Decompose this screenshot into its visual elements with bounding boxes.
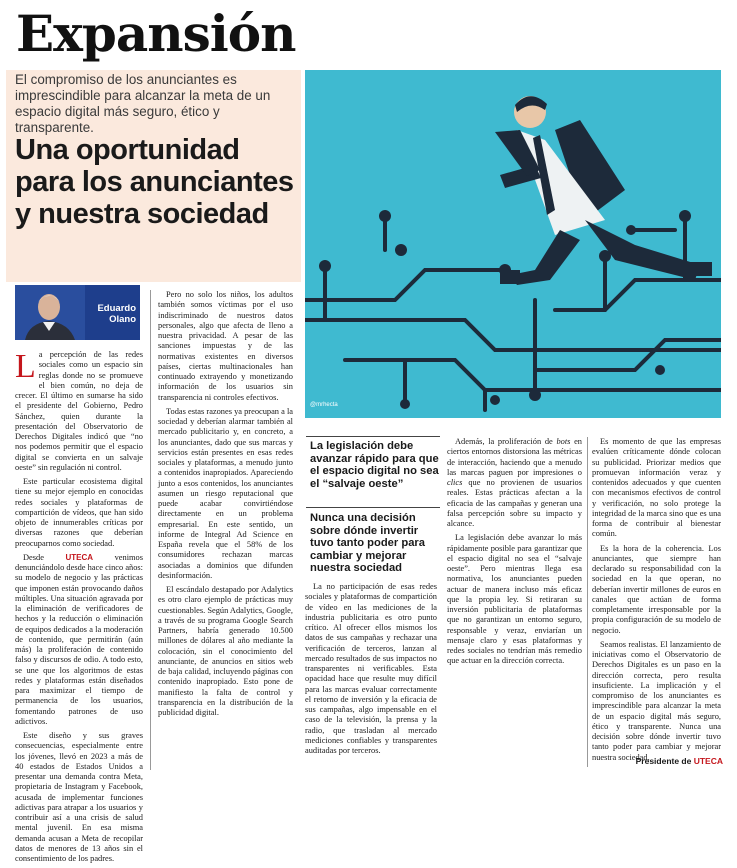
signature-role: Presidente de — [635, 756, 694, 766]
paragraph — [447, 437, 582, 529]
illustration-credit: @mrhecta — [310, 402, 338, 408]
author-box — [15, 285, 140, 340]
author-last-name: Olano — [109, 314, 136, 325]
paragraph-text: venimos denunciándolo desde hace cinco años: su modelo de negocio y las prácticas que imponen están provocando daños múltiples. Una situación agravada por la eliminación de verificadores de hechos y la reducción o eliminación de equipos dedicados a la moderación de contenido, que permitirán (aún más) la proliferación de contenido falso y discursos de odio. A todo esto, se une que los algoritmos de estas redes y plataformas están diseñados para maximizar el tiempo de permanencia de los usuarios, fomentando patrones de uso adictivos. — [15, 552, 143, 726]
masthead-logo: Expansión — [16, 4, 296, 63]
paragraph: Seamos realistas. El lanzamiento de iniciativas como el Observatorio de Derechos Digitales es un paso en la dirección correcta, pero resulta insuficiente. La implicación y el compromiso de los anunciantes es imprescindible para alcanzar la meta de un espacio digital más seguro, ético y transparente. Nunca una decisión sobre dónde invertir tuvo tanto poder para cambiar y mejorar nuestra sociedad. — [592, 639, 721, 762]
paragraph: Pero no solo los niños, los adultos también somos víctimas por el uso indiscriminado de nuestros datos personales, algo que afecta de lleno a nuestra privacidad. A pesar de las sanciones impuestas y de las normativas existentes en diversos países, ciertas multinacionales han continuado extrayendo y monetizando información de los usuarios sin transparencia ni controles efectivos. — [158, 290, 293, 402]
author-first-name: Eduardo — [97, 303, 136, 314]
circuit-man-illustration — [305, 70, 721, 418]
paragraph — [15, 350, 143, 473]
pull-quote-2: Nunca una decisión sobre dónde invertir tuvo tanto poder para cambiar y mejorar nuestra sociedad — [310, 512, 425, 574]
body-column-5 — [592, 437, 721, 767]
emphasis: bots — [556, 437, 571, 446]
paragraph-text: a percepción de las redes sociales como un espacio sin reglas donde no se promueve el bien común, no deja de crecer. El último en sumarse ha sido el presidente del Gobierno, Pedro Sánchez, quien durante la presentación del Observatorio de Derechos Digitales indicó que “no nos podemos permitir que el espacio digital se convierta en un salvaje oeste” sin regulación ni control. — [15, 350, 143, 472]
emphasis: clics — [447, 478, 463, 487]
paragraph: La no participación de esas redes sociales y plataformas de compartición de vídeo en las mediciones de la industria publicitaria es otro punto crítico. Al ofrecer ellos mismos los datos de sus campañas y rechazar una verificación de terceros, lanzan al mercado resultados de sus impactos no transparentes ni verificables. Esta opacidad hace que resulte muy difícil para las marcas evaluar correctamente el retorno de inversión y la eficacia de sus campañas, algo impensable en el caso de la televisión, la prensa y la radio, que trasladan al mercado mediciones confiables y transparentes auditadas por terceros. — [305, 582, 437, 755]
headline: Una oportunidad para los anunciantes y nuestra sociedad — [15, 134, 294, 230]
paragraph: Este diseño y sus graves consecuencias, especialmente entre los jóvenes, llevó en 2023 a más de 40 estados de Estados Unidos a presentar una demanda contra Meta, propietaria de Instagram y Facebook, acusada de implementar funciones adictivas para atrapar a los usuarios y contribuir así a una crisis de salud mental juvenil. En esa misma demanda acusan a Meta de recopilar datos de menores de 13 años sin el consentimiento de los padres. — [15, 731, 143, 863]
author-name — [76, 303, 136, 325]
illustration — [305, 70, 721, 418]
paragraph — [15, 553, 143, 727]
lead-text: El compromiso de los anunciantes es imprescindible para alcanzar la meta de un espacio digital más seguro, ético y transparente. — [15, 72, 271, 135]
author-signature — [636, 756, 723, 766]
signature-org: UTECA — [693, 756, 723, 766]
paragraph: Es momento de que las empresas evalúen críticamente dónde colocan su publicidad. Priorizar medios que promuevan información veraz y contenidos adecuados y que cuenten con mecanismos efectivos de control y verificación, no solo protege la integridad de la marca sino que es una forma de contribuir al bienestar común. — [592, 437, 721, 539]
paragraph-text: en ciertos entornos distorsiona las métricas de interacción, haciendo que a menudo las marcas paguen por impresiones o — [447, 437, 582, 477]
pull-quote-1: La legislación debe avanzar rápido para que el espacio digital no sea el “salvaje oeste” — [310, 440, 439, 490]
column-divider — [587, 437, 588, 767]
body-column-1 — [15, 350, 143, 868]
body-column-4 — [447, 437, 582, 671]
paragraph: Todas estas razones ya preocupan a la sociedad y deberían alarmar también al mercado publicitario y, en concreto, a los anunciantes, dado que sus marcas y servicios están presentes en esas redes sociales y plataformas, a menudo junto a contenidos inapropiados. Apareciendo junto a esos contenidos, los anunciantes asumen un riesgo reputacional que puede acabar convirtiéndose directamente en un problema empresarial. En este sentido, un informe de Integral Ad Science en España revela que el 58% de los consumidores rechazan marcas asociadas a dominios que difunden desinformación. — [158, 406, 293, 580]
paragraph-text: que no provienen de usuarios reales. Estas prácticas afectan a la eficacia de las campañas y generan una falsa percepción sobre su impacto y alcance. — [447, 478, 582, 528]
column-divider — [150, 290, 151, 770]
author-photo — [15, 285, 85, 340]
drop-cap: L — [15, 348, 36, 385]
paragraph: Este particular ecosistema digital tiene su mejor ejemplo en conocidas redes sociales y plataformas de compartición de vídeos, que han sido objeto de innumerables críticas por diversas razones que deberían preocuparnos como sociedad. — [15, 477, 143, 548]
brand-name: UTECA — [65, 552, 94, 562]
paragraph-text: Desde — [23, 552, 66, 562]
pull-quote-rule — [306, 436, 440, 437]
body-column-3 — [305, 582, 437, 760]
paragraph: Es la hora de la coherencia. Los anunciantes, que siempre han declarado su responsabilidad con la sociedad en la que operan, no deberían invertir millones de euros en canales que actúan de forma completamente irresponsable por la propia configuración de su modelo de negocio. — [592, 543, 721, 635]
pull-quote-rule — [306, 507, 440, 508]
body-column-2 — [158, 290, 293, 722]
paragraph: La legislación debe avanzar lo más rápidamente posible para garantizar que el espacio digital no sea el “salvaje oeste”. Pero mientras llega esa normativa, los anunciantes pueden actuar de manera incluso más eficaz que la propia ley. Si retiraran su inversión publicitaria de plataformas que no garantizan un entorno seguro, responsable y veraz, enviarían un mensaje claro y esas plataformas y redes sociales no tendrían más remedio que actuar en la dirección correcta. — [447, 533, 582, 666]
paragraph: El escándalo destapado por Adalytics es otro claro ejemplo de prácticas muy cuestionables. Según Adalytics, Google, a través de su programa Google Search Partners, habría generado 10.500 millones de dólares al año mediante la colocación, sin el conocimiento del anunciante, de anuncios en sitios web de baja calidad, incluyendo páginas con contenido inapropiado. Esto pone de manifiesto la falta de control y transparencia en la distribución de la publicidad digital. — [158, 585, 293, 717]
paragraph-text: Además, la proliferación de — [455, 437, 557, 446]
